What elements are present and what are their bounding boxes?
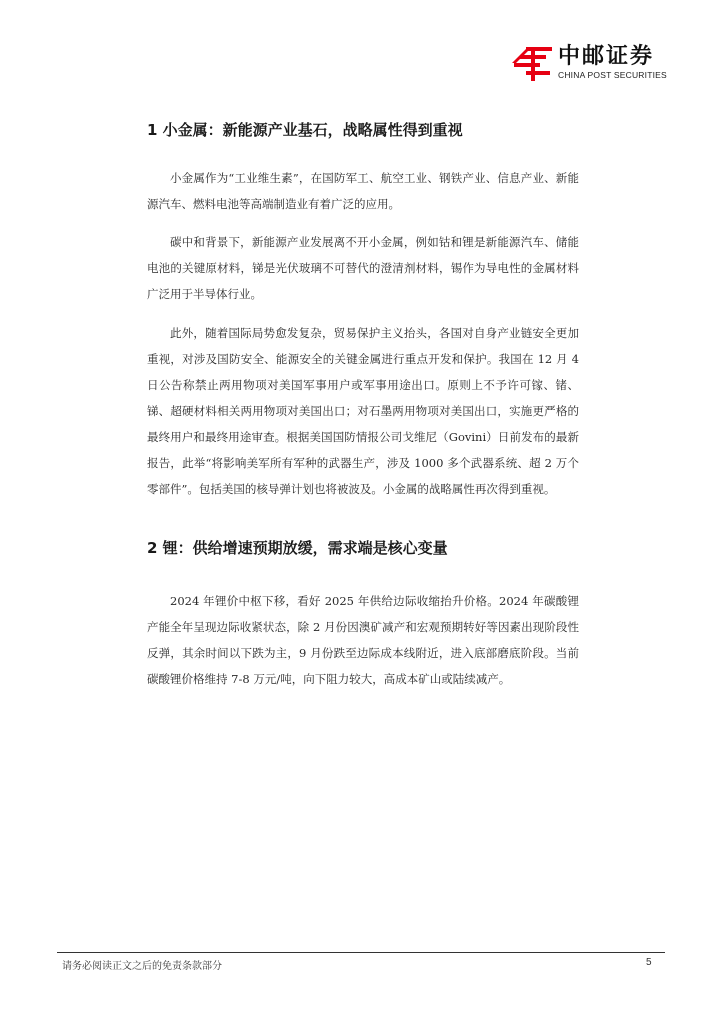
section-1-heading: 1 小金属：新能源产业基石，战略属性得到重视 [147, 121, 463, 139]
section-1-paragraph-2: 碳中和背景下，新能源产业发展离不开小金属，例如钴和锂是新能源汽车、储能电池的关键原材料，锑是光伏玻璃不可替代的澄清剂材料，锡作为导电性的金属材料广泛用于半导体行业。 [147, 235, 579, 301]
section-1-paragraph-1: 小金属作为“工业维生素”，在国防军工、航空工业、钢铁产业、信息产业、新能源汽车、燃料电池等高端制造业有着广泛的应用。 [147, 171, 579, 211]
logo-english-name: CHINA POST SECURITIES [558, 70, 667, 80]
section-2-heading: 2 锂：供给增速预期放缓，需求端是核心变量 [147, 539, 448, 557]
section-1-paragraph-3: 此外，随着国际局势愈发复杂，贸易保护主义抬头，各国对自身产业链安全更加重视，对涉及国防安全、能源安全的关键金属进行重点开发和保护。我国在 12 月 4 日公告称禁止两用物项对美国军事用户或军事用途出口。原则上不予许可镓、锗、锑、超硬材料相关两用物项对美国出口；对石墨两用物项对美国出口，实施更严格的最终用户和最终用途审查。根据美国国防情报公司戈维尼（Govini）日前发布的最新报告，此举“将影响美军所有军种的武器生产，涉及 1000 多个武器系统、超 2 万个零部件”。包括美国的核导弹计划也将被波及。小金属的战略属性再次得到重视。 [147, 326, 579, 496]
page-header [0, 0, 724, 100]
company-logo [512, 44, 682, 84]
logo-chinese-name: 中邮证券 [558, 44, 655, 69]
footer-disclaimer: 请务必阅读正文之后的免责条款部分 [62, 961, 222, 972]
page-number: 5 [646, 957, 652, 968]
china-post-logo-icon [512, 44, 554, 82]
footer-divider [57, 952, 665, 953]
section-2-paragraph-1: 2024 年锂价中枢下移，看好 2025 年供给边际收缩抬升价格。2024 年碳酸锂产能全年呈现边际收紧状态，除 2 月份因澳矿减产和宏观预期转好等因素出现阶段性反弹，其余时间以下跌为主，9 月份跌至边际成本线附近，进入底部磨底阶段。当前碳酸锂价格维持 7-8 万元/吨，向下阻力较大，高成本矿山或陆续减产。 [147, 594, 579, 686]
